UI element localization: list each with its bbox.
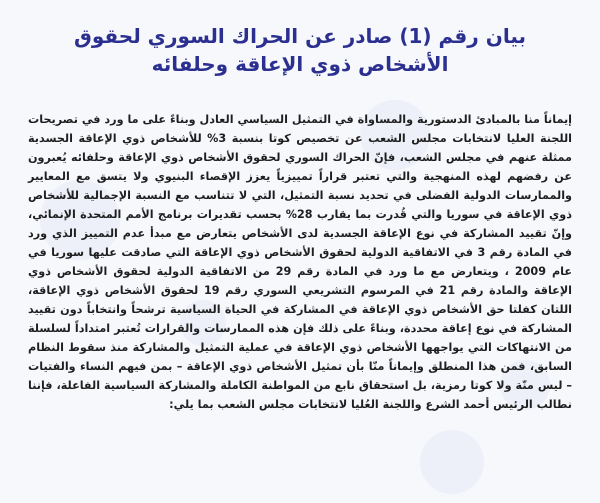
statement-title: بيان رقم (1) صادر عن الحراك السوري لحقوق الأشخاص ذوي الإعاقة وحلفائه	[73, 24, 527, 76]
statement-body: إيماناً منا بالمبادئ الدستورية والمساواة في التمثيل السياسي العادل وبناءً على ما ورد في تصريحات اللجنة العليا لانتخابات مجلس الشعب عن تخصيص كوتا بنسبة 3% للأشخاص ذوي الإعاقة الجسدية ممثلة عنهم في مجلس الشعب، فإنّ الحراك السوري لحقوق الأشخاص ذوي الإعاقة وحلفائه يُعبرون عن رفضهم لهذه المنهجية والتي تعتبر قراراً تمييزياً يعزز الإقصاء البنيوي ولا يتسق مع المعايير والممارسات الدولية الفضلى في تحديد نسبة التمثيل، التي لا تتناسب مع النسبة الإجمالية للأشخاص ذوي الإعاقة في سوريا والتي قُدرت بما يقارب 28% بحسب تقديرات برنامج الأمم المتحدة الإنمائي، وإنّ تقييد المشاركة في نوع الإعاقة الجسدية لدى الأشخاص يتعارض مع مبدأ عدم التمييز الذي ورد في المادة رقم 3 في الاتفاقية الدولية لحقوق الأشخاص ذوي الإعاقة التي صادقت عليها سوريا في عام 2009 ، ويتعارض مع ما ورد في المادة رقم 29 من الاتفاقية الدولية لحقوق الأشخاص ذوي الإعاقة والمادة رقم 21 في المرسوم التشريعي السوري رقم 19 لحقوق الأشخاص ذوي الإعاقة، اللتان كفلتا حق الأشخاص ذوي الإعاقة في المشاركة في الحياة السياسية ترشحاً وانتخاباً دون تقييد المشاركة في نوع إعاقة محددة، وبناءً على ذلك فإن هذه الممارسات والقرارات تُعتبر امتداداً لسلسلة من الانتهاكات التي يواجهها الأشخاص ذوي الإعاقة في عملية التمثيل والمشاركة منذ سقوط النظام السابق، فمن هذا المنطلق وإيماناً منّا بأن تمثيل الأشخاص ذوي الإعاقة – بمن فيهم النساء والفتيات – ليس منّة ولا كوتا رمزية، بل استحقاق نابع من المواطنة الكاملة والمشاركة السياسية الفاعلة، فإننا نطالب الرئيس أحمد الشرع واللجنة العُليا لانتخابات مجلس الشعب بما يلي:	[28, 113, 573, 411]
